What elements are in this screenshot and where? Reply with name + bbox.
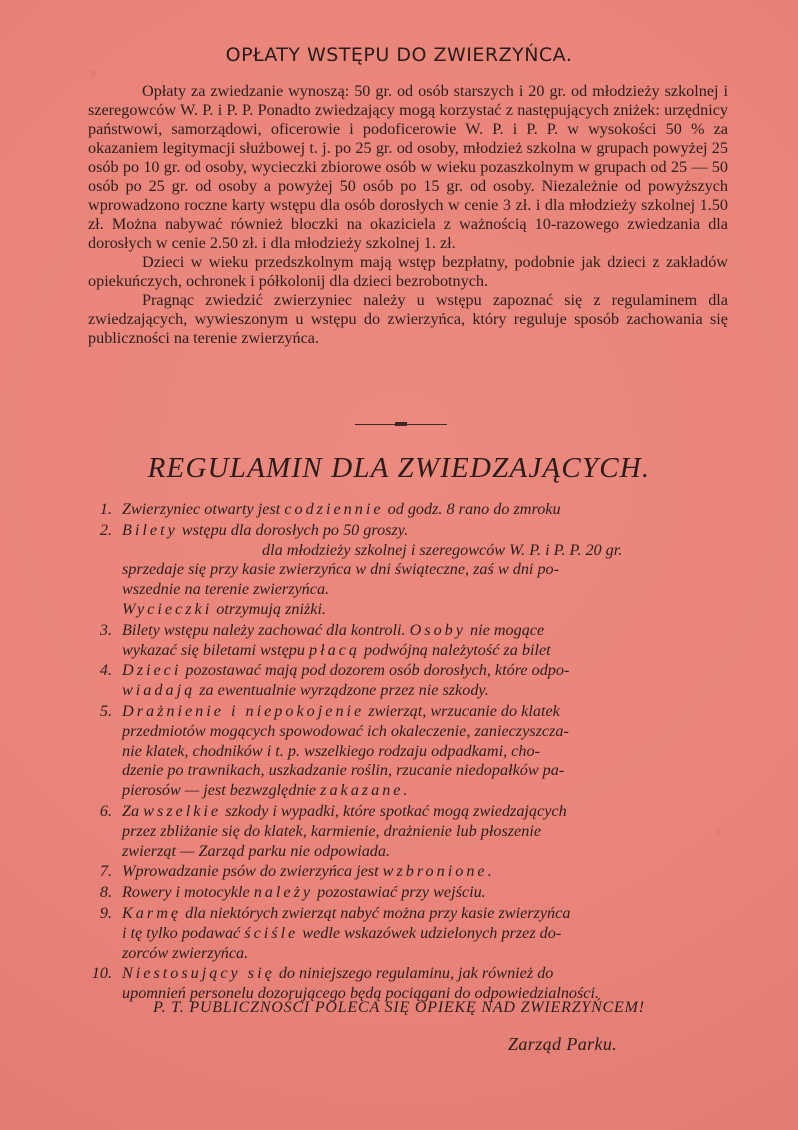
regulation-line (122, 822, 728, 842)
regulation-line (122, 944, 728, 964)
regulation-item (0, 802, 728, 861)
regulation-number: 4. (99, 661, 112, 680)
emphasized-text: Karmę (122, 903, 182, 922)
regulation-number: 3. (99, 620, 112, 639)
regulation-text: wedle wskazówek udzielonych przez do- (298, 923, 562, 942)
regulation-text: Zwierzyniec otwarty jest (122, 500, 285, 518)
regulation-text: dla niektórych zwierząt nabyć można przy kasie zwierzyńca (181, 903, 571, 922)
fees-title: OPŁATY WSTĘPU DO ZWIERZYŃCA. (225, 44, 573, 66)
fees-text (88, 82, 728, 348)
regulation-line (122, 541, 728, 561)
regulation-number: 7. (99, 862, 112, 881)
emphasized-text: Bilety (122, 520, 178, 539)
emphasized-text: Wycieczki (122, 599, 213, 618)
emphasized-text: należy (253, 883, 314, 902)
emphasized-text: ściśle (244, 923, 299, 942)
regulation-line (122, 560, 728, 580)
regulation-item (0, 964, 728, 1004)
regulation-line (122, 904, 728, 924)
regulation-line (122, 842, 728, 862)
regulation-line (122, 924, 728, 944)
regulation-number: 2. (99, 520, 112, 539)
regulation-item (0, 702, 728, 801)
regulation-item (0, 500, 728, 520)
emphasized-text: wszelkie (143, 801, 222, 820)
regulations-list (0, 500, 798, 1005)
fees-paragraph: Dzieci w wieku przedszkolnym mają wstęp bezpłatny, podobnie jak dzieci z zakładów opiekuńczych, ochronek i półkolonij dla dzieci bezrobotnych. (88, 253, 728, 290)
regulation-text: pierosów — jest bezwzględnie (122, 781, 321, 800)
regulation-text: i tę tylko podawać (122, 923, 245, 942)
regulation-text: . (487, 862, 492, 881)
regulation-number: 6. (99, 801, 112, 820)
regulation-line (122, 742, 728, 762)
regulation-text: zwierząt, wrzucanie do klatek (364, 701, 560, 720)
regulation-text: podwójną należytość za bilet (360, 640, 551, 659)
regulation-line (122, 641, 728, 661)
fees-paragraph: Pragnąc zwiedzić zwierzyniec należy u wstępu zapoznać się z regulaminem dla zwiedzających, wywieszonym u wstępu do zwierzyńca, który reguluje sposób zachowania się publiczności na terenie zwierzyńca. (88, 291, 728, 347)
emphasized-text: Drażnienie i niepokojenie (122, 701, 365, 720)
regulation-item (0, 521, 728, 620)
regulation-text: . (403, 781, 408, 800)
section-divider (355, 424, 447, 425)
regulation-item (0, 904, 728, 963)
regulation-item (0, 862, 728, 882)
regulation-text: dla młodzieży szkolnej i szeregowców W. P. i P. P. 20 gr. (262, 540, 623, 559)
regulation-text: upomnień personelu dozorującego będą pociągani do odpowiedzialności. (122, 984, 600, 1003)
emphasized-text: wiadają (122, 681, 196, 700)
regulation-item (0, 661, 728, 701)
regulation-text: Za (122, 801, 144, 820)
regulation-line (122, 521, 728, 541)
regulation-text: sprzedaje się przy kasie zwierzyńca w dni świąteczne, zaś w dni po- (122, 560, 560, 579)
regulation-line (122, 883, 728, 903)
emphasized-text: wzbronione (382, 862, 488, 881)
regulation-line (122, 580, 728, 600)
regulation-text: otrzymują zniżki. (212, 599, 326, 618)
signature: Zarząd Parku. (508, 1034, 618, 1054)
regulation-number: 1. (99, 500, 112, 518)
regulation-line (122, 761, 728, 781)
regulation-number: 8. (99, 883, 112, 902)
emphasized-text: Osoby (409, 620, 466, 639)
regulation-line (122, 802, 728, 822)
regulation-line (122, 500, 728, 520)
regulation-text: zorców zwierzyńca. (122, 943, 249, 962)
regulation-item (0, 883, 728, 903)
regulation-text: pozostawać mają pod dozorem osób dorosłych, które odpo- (181, 661, 570, 680)
emphasized-text: zakazane (320, 781, 404, 800)
regulation-text: nie klatek, chodników i t. p. wszelkiego rodzaju odpadkami, cho- (122, 741, 540, 760)
regulation-line (122, 781, 728, 801)
closing-note: P. T. PUBLICZNOŚCI POLECA SIĘ OPIEKĘ NAD ZWIERZYŃCEM! (153, 999, 645, 1016)
regulation-text: Wprowadzanie psów do zwierzyńca jest (122, 862, 383, 881)
fees-paragraph: Opłaty za zwiedzanie wynoszą: 50 gr. od osób starszych i 20 gr. od młodzieży szkolnej i szeregowców W. P. i P. P. Ponadto zwiedzający mogą korzystać z następujących zniżek: urzędnicy państwowi, samorządowi, oficerowie i podoficerowie W. P. i P. P. w wysokości 50 % za okazaniem legitymacji służbowej t. j. po 25 gr. od osoby, młodzież szkolna w grupach powyżej 25 osób po 10 gr. od osoby, wycieczki zbiorowe osób w wieku pozaszkolnym w grupach od 25 — 50 osób po 25 gr. od osoby a powyżej 50 osób po 15 gr. od osoby. Niezależnie od powyższych wprowadzono roczne karty wstępu dla osób dorosłych w cenie 3 zł. i dla młodzieży szkolnej 1.50 zł. Można nabywać również bloczki na okaziciela z ważnością 10-razowego zwiedzania dla dorosłych w cenie 2.50 zł. i dla młodzieży szkolnej 1. zł. (88, 82, 728, 252)
regulation-text: wykazać się biletami wstępu (122, 640, 310, 659)
regulation-line (122, 722, 728, 742)
regulation-text: przez zbliżanie się do klatek, karmienie, drażnienie lub płoszenie (122, 821, 542, 840)
regulation-line (122, 600, 728, 620)
regulations-title: REGULAMIN DLA ZWIEDZAJĄCYCH. (147, 452, 651, 484)
paper-stain (90, 70, 96, 76)
regulation-text: Bilety wstępu należy zachować dla kontroli. (122, 620, 410, 639)
emphasized-text: płacą (309, 640, 360, 659)
regulation-line (122, 681, 728, 701)
regulation-text: wszednie na terenie zwierzyńca. (122, 580, 330, 599)
regulation-number: 9. (99, 903, 112, 922)
regulation-text: szkody i wypadki, które spotkać mogą zwiedzających (221, 801, 567, 820)
regulation-line (122, 661, 728, 681)
regulation-text: do niniejszego regulaminu, jak również do (274, 964, 554, 983)
regulation-line (122, 862, 728, 882)
regulation-line (122, 702, 728, 722)
emphasized-text: Niestosujący się (122, 964, 275, 983)
regulation-text: nie mogące (465, 620, 545, 639)
emphasized-text: codziennie (284, 500, 384, 518)
regulation-number: 5. (99, 701, 112, 720)
regulation-text: pozostawiać przy wejściu. (313, 883, 486, 902)
regulation-item (0, 621, 728, 661)
regulation-line (122, 621, 728, 641)
emphasized-text: Dzieci (122, 661, 182, 680)
regulation-text: dzenie po trawnikach, uszkadzanie roślin, rzucanie niedopałków pa- (122, 761, 565, 780)
regulation-number: 10. (91, 964, 112, 983)
regulation-text: od godz. 8 rano do zmroku (383, 500, 561, 518)
regulation-text: przedmiotów mogących spowodować ich okaleczenie, zanieczyszcza- (122, 721, 569, 740)
regulation-text: wstępu dla dorosłych po 50 groszy. (177, 520, 409, 539)
regulation-text: za ewentualnie wyrządzone przez nie szkody. (195, 681, 489, 700)
regulation-line (122, 964, 728, 984)
regulation-text: zwierząt — Zarząd parku nie odpowiada. (122, 841, 391, 860)
regulation-text: Rowery i motocykle (122, 883, 254, 902)
